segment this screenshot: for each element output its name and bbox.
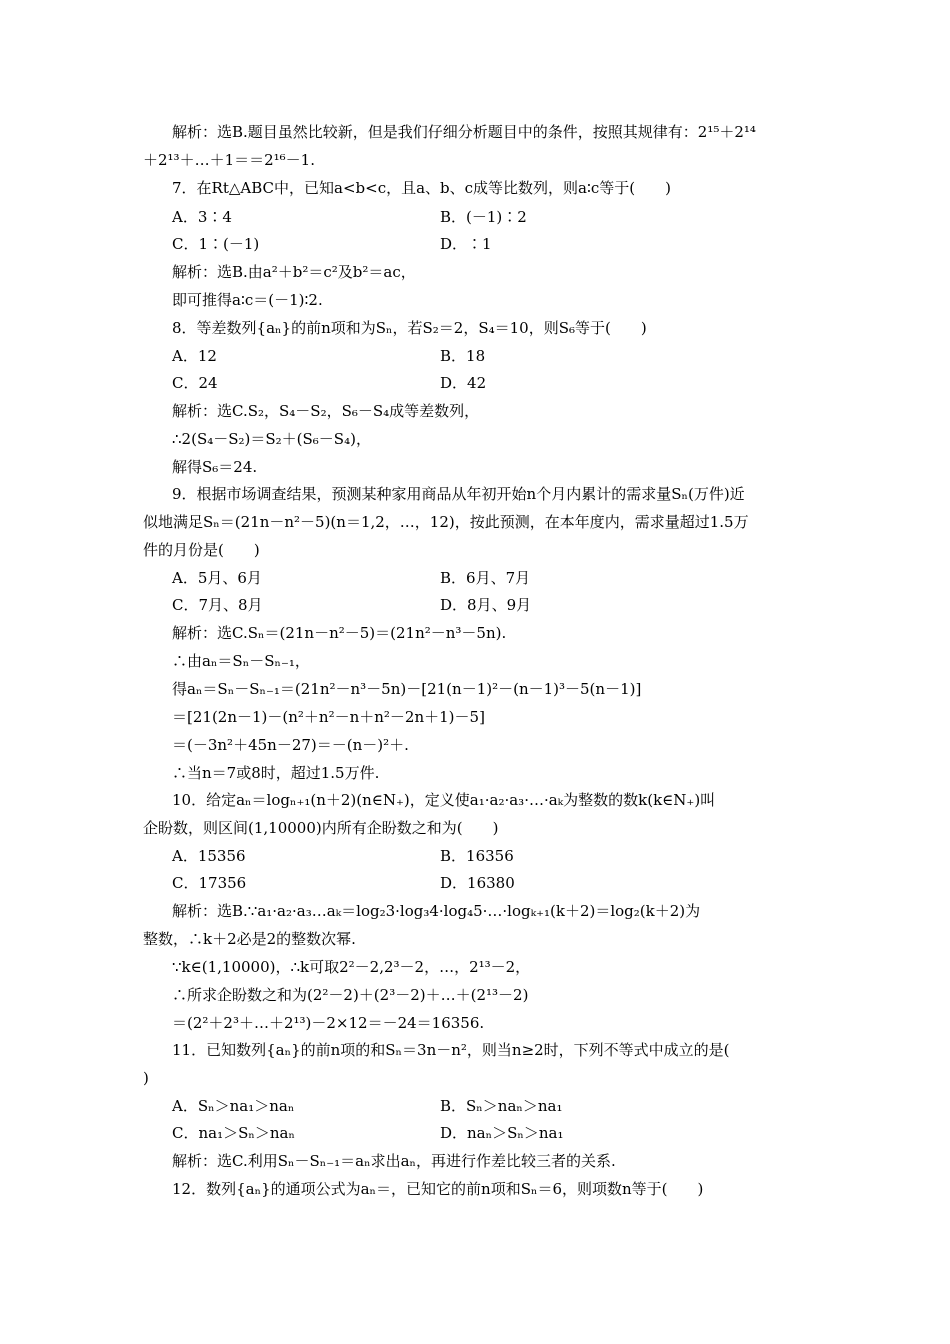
text-line: 解析：选C.S₂，S₄－S₂，S₆－S₄成等差数列， bbox=[172, 402, 480, 420]
text-line: 似地满足Sₙ＝(21n－n²－5)(n＝1,2，…，12)，按此预测，在本年度内，需求量超过1.5万 bbox=[143, 513, 749, 531]
text-line: ∴所求企盼数之和为(2²－2)＋(2³－2)＋…＋(2¹³－2) bbox=[172, 986, 529, 1004]
text-line: ＝(2²＋2³＋…＋2¹³)－2×12＝－24＝16356. bbox=[172, 1014, 485, 1032]
option-right: D．naₙ＞Sₙ＞na₁ bbox=[440, 1124, 564, 1142]
option-left: C．1∶(－1) bbox=[172, 235, 260, 253]
option-right: D．42 bbox=[440, 374, 487, 392]
option-right: B．(－1)∶2 bbox=[440, 208, 527, 226]
option-right: B．6月、7月 bbox=[440, 569, 531, 587]
option-right: D．∶1 bbox=[440, 235, 492, 253]
option-left: C．24 bbox=[172, 374, 218, 392]
text-line: ＝[21(2n－1)－(n²＋n²－n＋n²－2n＋1)－5] bbox=[172, 708, 485, 726]
option-right: B．16356 bbox=[440, 847, 514, 865]
option-left: C．17356 bbox=[172, 874, 247, 892]
text-line: 12．数列{aₙ}的通项公式为aₙ＝，已知它的前n项和Sₙ＝6，则项数n等于( ) bbox=[172, 1180, 704, 1198]
option-right: D．8月、9月 bbox=[440, 596, 532, 614]
text-line: 解析：选C.Sₙ＝(21n－n²－5)＝(21n²－n³－5n). bbox=[172, 624, 507, 642]
text-line: 整数，∴k＋2必是2的整数次幂. bbox=[143, 930, 356, 948]
text-line: 解析：选B.∵a₁·a₂·a₃…aₖ＝log₂3·log₃4·log₄5·…·logₖ₊₁(k＋2)＝log₂(k＋2)为 bbox=[172, 902, 701, 920]
text-line: 解析：选C.利用Sₙ－Sₙ₋₁＝aₙ求出aₙ，再进行作差比较三者的关系. bbox=[172, 1152, 616, 1170]
text-line: ∴当n＝7或8时，超过1.5万件. bbox=[172, 764, 380, 782]
text-line: 企盼数，则区间(1,10000)内所有企盼数之和为( ) bbox=[143, 819, 499, 837]
text-line: ＝(－3n²＋45n－27)＝－(n－)²＋. bbox=[172, 736, 409, 754]
text-line: 8．等差数列{aₙ}的前n项和为Sₙ，若S₂＝2，S₄＝10，则S₆等于( ) bbox=[172, 319, 647, 337]
text-line: 7．在Rt△ABC中，已知a<b<c，且a、b、c成等比数列，则a∶c等于( ) bbox=[172, 179, 671, 197]
text-line: 10．给定aₙ＝logₙ₊₁(n＋2)(n∈N₊)，定义使a₁·a₂·a₃·…·aₖ为整数的数k(k∈N₊)叫 bbox=[172, 791, 716, 809]
text-line: ∵k∈(1,10000)，∴k可取2²－2,2³－2，…，2¹³－2， bbox=[172, 958, 531, 976]
text-line: 得aₙ＝Sₙ－Sₙ₋₁＝(21n²－n³－5n)－[21(n－1)²－(n－1)³－5(n－1)] bbox=[172, 680, 642, 698]
option-left: A．Sₙ＞na₁＞naₙ bbox=[172, 1097, 295, 1115]
text-line: 件的月份是( ) bbox=[143, 541, 260, 559]
option-right: B．18 bbox=[440, 347, 486, 365]
text-line: 解得S₆＝24. bbox=[172, 458, 258, 476]
text-line: 解析：选B.题目虽然比较新，但是我们仔细分析题目中的条件，按照其规律有：2¹⁵＋2¹⁴ bbox=[172, 123, 756, 141]
option-left: C．7月、8月 bbox=[172, 596, 263, 614]
text-line: 9．根据市场调查结果，预测某种家用商品从年初开始n个月内累计的需求量Sₙ(万件)近 bbox=[172, 485, 745, 503]
option-right: B．Sₙ＞naₙ＞na₁ bbox=[440, 1097, 563, 1115]
text-line: ∴由aₙ＝Sₙ－Sₙ₋₁， bbox=[172, 652, 310, 670]
option-right: D．16380 bbox=[440, 874, 515, 892]
option-left: A．12 bbox=[172, 347, 217, 365]
option-left: C．na₁＞Sₙ＞naₙ bbox=[172, 1124, 295, 1142]
text-line: 解析：选B.由a²＋b²＝c²及b²＝ac， bbox=[172, 263, 416, 281]
option-left: A．15356 bbox=[172, 847, 246, 865]
option-left: A．3∶4 bbox=[172, 208, 232, 226]
text-line: ＋2¹³＋…＋1＝＝2¹⁶－1. bbox=[143, 151, 315, 169]
text-line: 11．已知数列{aₙ}的前n项的和Sₙ＝3n－n²，则当n≥2时，下列不等式中成立的是( bbox=[172, 1041, 730, 1059]
text-line: 即可推得a∶c＝(－1)∶2. bbox=[172, 291, 323, 309]
option-left: A．5月、6月 bbox=[172, 569, 262, 587]
text-line: ) bbox=[143, 1069, 149, 1087]
text-line: ∴2(S₄－S₂)＝S₂＋(S₆－S₄)， bbox=[172, 430, 371, 448]
